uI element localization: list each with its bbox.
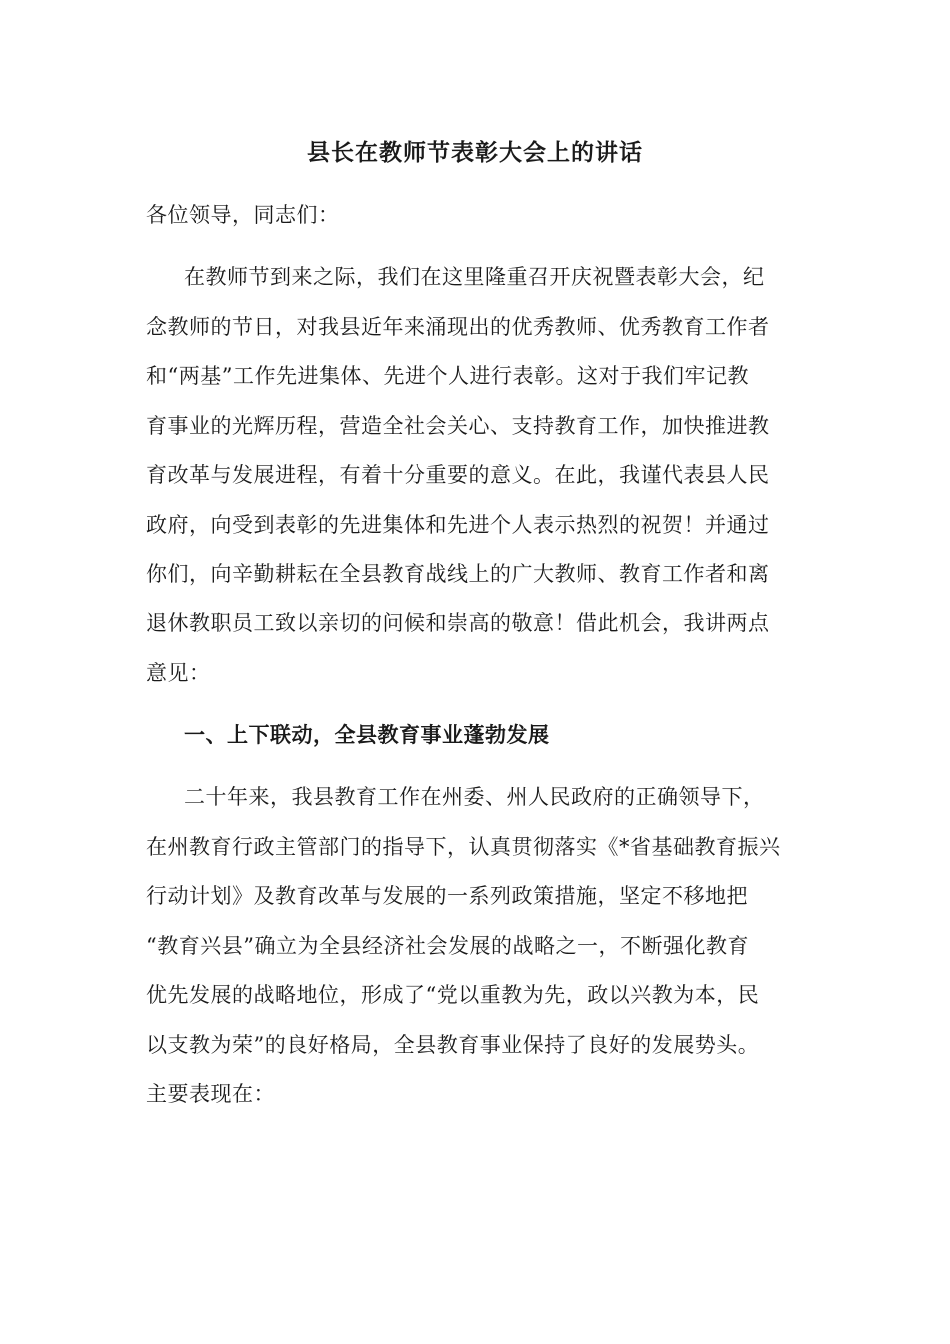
paragraph-line: 二十年来，我县教育工作在州委、州人民政府的正确领导下， (184, 785, 765, 809)
paragraph-line: 政府，向受到表彰的先进集体和先进个人表示热烈的祝贺！并通过 (146, 513, 770, 537)
paragraph-line: 优先发展的战略地位，形成了“党以重教为先，政以兴教为本，民 (146, 983, 760, 1007)
document-title: 县长在教师节表彰大会上的讲话 (307, 139, 643, 166)
paragraph-line: “教育兴县”确立为全县经济社会发展的战略之一，不断强化教育 (146, 934, 749, 958)
paragraph-line: 以支教为荣”的良好格局，全县教育事业保持了良好的发展势头。 (146, 1033, 760, 1057)
salutation: 各位领导，同志们： (146, 203, 340, 227)
paragraph-line: 在教师节到来之际，我们在这里隆重召开庆祝暨表彰大会，纪 (184, 265, 765, 289)
paragraph-line: 主要表现在： (146, 1082, 275, 1106)
paragraph-line: 念教师的节日，对我县近年来涌现出的优秀教师、优秀教育工作者 (146, 315, 770, 339)
paragraph-line: 你们，向辛勤耕耘在全县教育战线上的广大教师、教育工作者和离 (146, 562, 770, 586)
paragraph-line: 育改革与发展进程，有着十分重要的意义。在此，我谨代表县人民 (146, 463, 770, 487)
paragraph-line: 行动计划》及教育改革与发展的一系列政策措施，坚定不移地把 (146, 884, 748, 908)
section-heading: 一、上下联动，全县教育事业蓬勃发展 (184, 722, 550, 747)
paragraph-line: 育事业的光辉历程，营造全社会关心、支持教育工作，加快推进教 (146, 414, 770, 438)
paragraph-line: 和“两基”工作先进集体、先进个人进行表彰。这对于我们牢记教 (146, 364, 749, 388)
paragraph-line: 在州教育行政主管部门的指导下，认真贯彻落实《*省基础教育振兴 (146, 835, 781, 859)
paragraph-line: 退休教职员工致以亲切的问候和崇高的敬意！借此机会，我讲两点 (146, 611, 770, 635)
paragraph-line: 意见： (146, 661, 211, 685)
